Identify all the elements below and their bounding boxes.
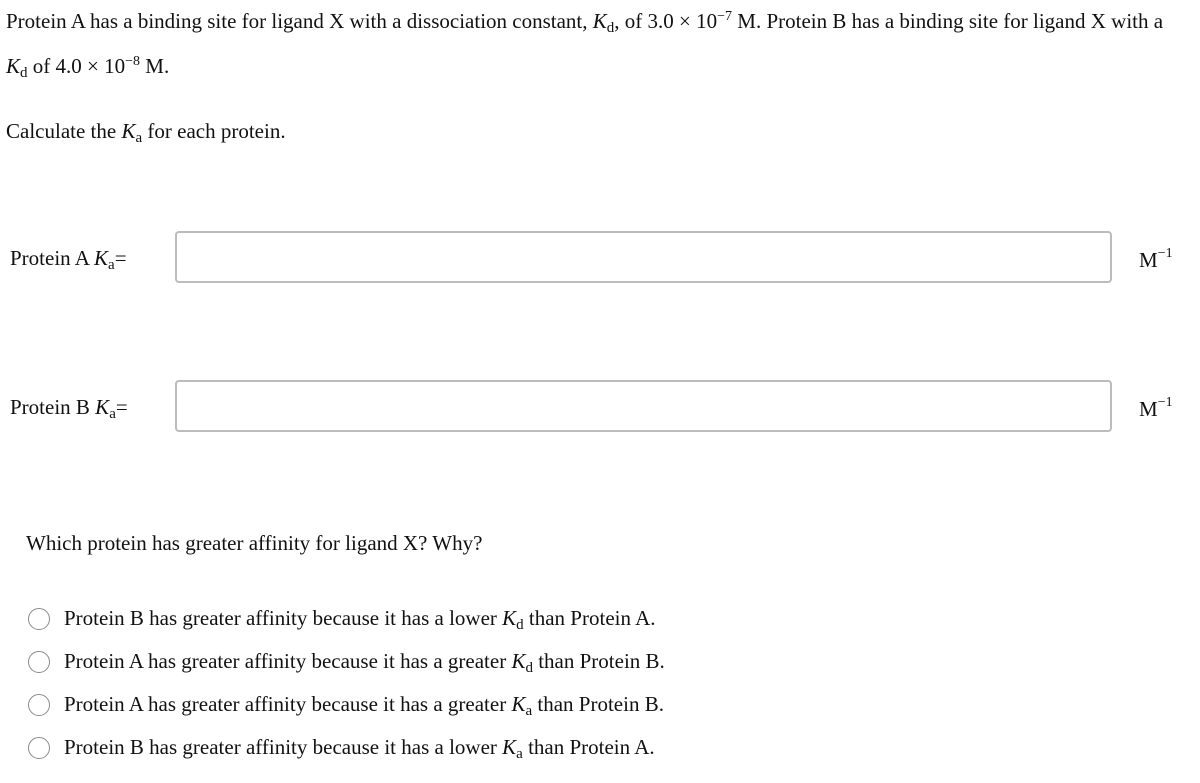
k-symbol: K [511,649,526,673]
option-text-after: than Protein B. [532,692,664,716]
kd-subscript: d [606,20,615,36]
instruction-text [6,114,286,155]
problem-text: Protein A has a binding site for ligand X with a dissociation constant, [6,9,593,33]
instruction-before: Calculate the [6,119,122,143]
option-text-after: than Protein B. [532,649,665,673]
ka-symbol: K [94,246,109,270]
equals-sign: = [114,246,127,270]
option-text-after: than Protein A. [522,735,655,759]
problem-statement [6,0,1186,90]
protein-b-ka-label [10,379,128,435]
option-label[interactable] [64,642,665,687]
kd-subscript: d [20,65,28,81]
instruction-after: for each protein. [142,119,286,143]
protein-a-unit [1139,230,1173,286]
unit-symbol: M [1139,397,1158,421]
unit-symbol: M [1139,248,1158,272]
option-label[interactable] [64,728,655,773]
answer-row-protein-a [0,230,1200,286]
kd-symbol: K [592,9,607,33]
radio-button[interactable] [28,651,50,673]
k-symbol: K [502,735,517,759]
exponent-b: −8 [125,54,141,69]
option-text-before: Protein B has greater affinity because it has a lower [64,735,503,759]
ka-symbol: K [121,119,136,143]
kd-symbol: K [6,54,21,78]
label-prefix: Protein A [10,246,95,270]
problem-text: M. [140,54,170,78]
k-subscript: a [525,703,533,719]
option-3[interactable] [0,685,1200,728]
k-subscript: d [516,617,524,633]
ka-symbol: K [95,395,110,419]
equals-sign: = [115,395,128,419]
option-text-after: than Protein A. [523,606,656,630]
option-label[interactable] [64,599,655,644]
option-4[interactable] [0,728,1200,771]
problem-text: of 4.0 × 10 [27,54,126,78]
exponent-a: −7 [717,9,733,24]
ka-subscript: a [135,130,143,146]
affinity-question: Which protein has greater affinity for ligand X? Why? [26,531,483,555]
unit-exponent: −1 [1157,246,1173,261]
radio-button[interactable] [28,737,50,759]
problem-text: M. Protein B has a binding site for ligand X with a [732,9,1164,33]
option-text-before: Protein A has greater affinity because it has a greater [64,649,512,673]
label-prefix: Protein B [10,395,96,419]
option-2[interactable] [0,642,1200,685]
protein-b-unit [1139,379,1173,435]
option-text-before: Protein A has greater affinity because it has a greater [64,692,512,716]
option-label[interactable] [64,685,664,730]
protein-b-ka-input[interactable] [175,380,1112,432]
radio-button[interactable] [28,694,50,716]
ka-subscript: a [108,257,115,273]
answer-row-protein-b [0,379,1200,435]
problem-text: , of 3.0 × 10 [614,9,718,33]
k-subscript: a [516,746,523,762]
unit-exponent: −1 [1157,395,1173,410]
protein-a-ka-input[interactable] [175,231,1112,283]
option-text-before: Protein B has greater affinity because it has a lower [64,606,503,630]
k-subscript: d [525,660,533,676]
ka-subscript: a [109,406,116,422]
radio-button[interactable] [28,608,50,630]
protein-a-ka-label [10,230,127,286]
k-symbol: K [511,692,526,716]
option-1[interactable] [0,599,1200,642]
k-symbol: K [502,606,517,630]
answer-options [0,599,1200,771]
